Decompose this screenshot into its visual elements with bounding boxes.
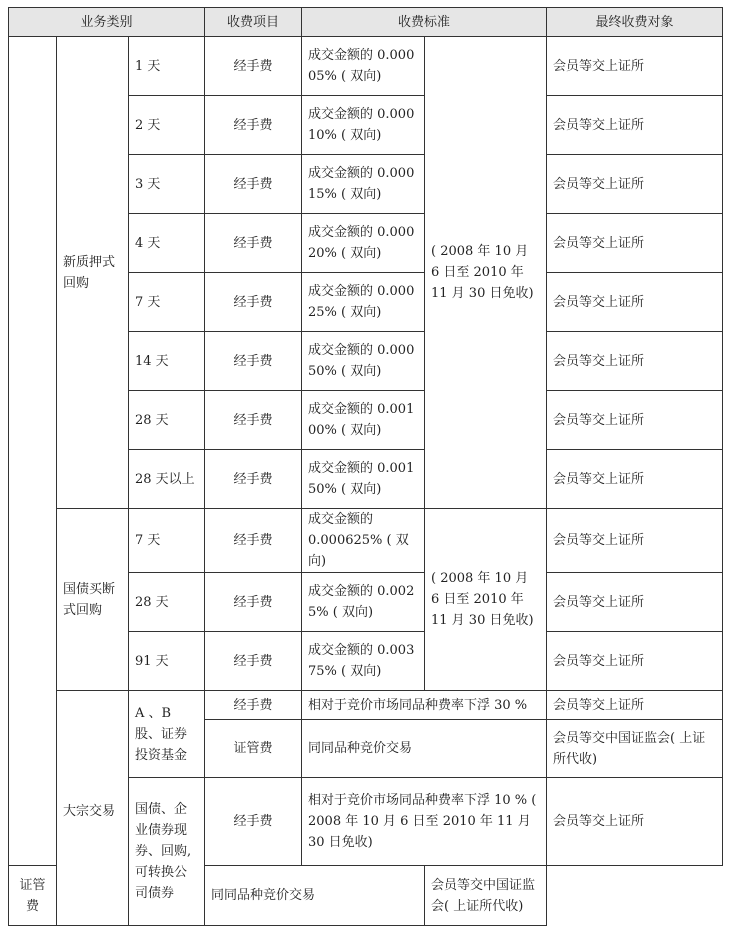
- group-name-new-pledge-repo: 新质押式回购: [57, 37, 129, 509]
- fee-item-cell: 经手费: [205, 778, 302, 866]
- fee-table: [8, 7, 723, 926]
- fee-standard-cell: 同同品种竞价交易: [302, 720, 547, 778]
- fee-standard-cell: 成交金额的 0.002 5% ( 双向): [302, 573, 425, 632]
- subgroup-name-a-b-shares: A 、B 股、证券投资基金: [129, 691, 205, 778]
- recipient-cell: 会员等交上证所: [547, 37, 723, 96]
- recipient-cell: 会员等交上证所: [547, 509, 723, 573]
- term-cell: 28 天: [129, 391, 205, 450]
- fee-standard-cell: 成交金额的 0.003 75% ( 双向): [302, 632, 425, 691]
- fee-item-cell: 经手费: [205, 573, 302, 632]
- recipient-cell: 会员等交上证所: [547, 691, 723, 720]
- recipient-cell: 会员等交上证所: [547, 450, 723, 509]
- header-business-category: 业务类别: [9, 8, 205, 37]
- fee-standard-cell: 相对于竞价市场同品种费率下浮 10 % ( 2008 年 10 月 6 日至 2010 年 11 月 30 日免收): [302, 778, 547, 866]
- subgroup-name-bonds: 国债、企业债券现券、回购,可转换公司债券: [129, 778, 205, 926]
- exemption-note-treasury: ( 2008 年 10 月 6 日至 2010 年 11 月 30 日免收): [425, 509, 547, 691]
- fee-standard-cell: 成交金额的 0.000 50% ( 双向): [302, 332, 425, 391]
- term-cell: 28 天以上: [129, 450, 205, 509]
- group-name-block-trade: 大宗交易: [57, 691, 129, 926]
- fee-item-cell: 经手费: [205, 96, 302, 155]
- fee-item-cell: 经手费: [205, 37, 302, 96]
- fee-item-cell: 经手费: [205, 691, 302, 720]
- fee-standard-cell: 成交金额的 0.000 15% ( 双向): [302, 155, 425, 214]
- recipient-cell: 会员等交上证所: [547, 573, 723, 632]
- fee-item-cell: 经手费: [205, 273, 302, 332]
- recipient-cell: 会员等交上证所: [547, 391, 723, 450]
- recipient-cell: 会员等交中国证监会( 上证所代收): [425, 866, 547, 926]
- fee-item-cell: 经手费: [205, 391, 302, 450]
- header-row: [9, 8, 723, 37]
- recipient-cell: 会员等交中国证监会( 上证所代收): [547, 720, 723, 778]
- term-cell: 7 天: [129, 273, 205, 332]
- fee-standard-cell: 成交金额的 0.000625% ( 双向): [302, 509, 425, 573]
- recipient-cell: 会员等交上证所: [547, 214, 723, 273]
- term-cell: 4 天: [129, 214, 205, 273]
- table-row: [9, 691, 723, 720]
- recipient-cell: 会员等交上证所: [547, 778, 723, 866]
- header-fee-item: 收费项目: [205, 8, 302, 37]
- fee-item-cell: 证管费: [205, 720, 302, 778]
- table-row: [9, 37, 723, 96]
- fee-item-cell: 经手费: [205, 632, 302, 691]
- fee-item-cell: 经手费: [205, 214, 302, 273]
- term-cell: 3 天: [129, 155, 205, 214]
- term-cell: 28 天: [129, 573, 205, 632]
- fee-standard-cell: 成交金额的 0.000 25% ( 双向): [302, 273, 425, 332]
- header-final-recipient: 最终收费对象: [547, 8, 723, 37]
- fee-item-cell: 经手费: [205, 509, 302, 573]
- recipient-cell: 会员等交上证所: [547, 332, 723, 391]
- recipient-cell: 会员等交上证所: [547, 96, 723, 155]
- term-cell: 91 天: [129, 632, 205, 691]
- header-fee-standard: 收费标准: [302, 8, 547, 37]
- group-name-treasury-outright-repo: 国债买断式回购: [57, 509, 129, 691]
- term-cell: 7 天: [129, 509, 205, 573]
- recipient-cell: 会员等交上证所: [547, 273, 723, 332]
- fee-item-cell: 经手费: [205, 332, 302, 391]
- fee-standard-cell: 成交金额的 0.000 10% ( 双向): [302, 96, 425, 155]
- fee-item-cell: 证管费: [9, 866, 57, 926]
- fee-standard-cell: 成交金额的 0.000 20% ( 双向): [302, 214, 425, 273]
- recipient-cell: 会员等交上证所: [547, 155, 723, 214]
- fee-standard-cell: 成交金额的 0.001 50% ( 双向): [302, 450, 425, 509]
- fee-standard-cell: 相对于竞价市场同品种费率下浮 30 %: [302, 691, 547, 720]
- term-cell: 14 天: [129, 332, 205, 391]
- fee-item-cell: 经手费: [205, 450, 302, 509]
- term-cell: 1 天: [129, 37, 205, 96]
- fee-standard-cell: 成交金额的 0.001 00% ( 双向): [302, 391, 425, 450]
- fee-standard-cell: 成交金额的 0.000 05% ( 双向): [302, 37, 425, 96]
- blank-column-cell: [9, 37, 57, 866]
- fee-standard-cell: 同同品种竞价交易: [205, 866, 425, 926]
- exemption-note-new-pledge: ( 2008 年 10 月 6 日至 2010 年 11 月 30 日免收): [425, 37, 547, 509]
- fee-item-cell: 经手费: [205, 155, 302, 214]
- term-cell: 2 天: [129, 96, 205, 155]
- recipient-cell: 会员等交上证所: [547, 632, 723, 691]
- table-row: [9, 509, 723, 573]
